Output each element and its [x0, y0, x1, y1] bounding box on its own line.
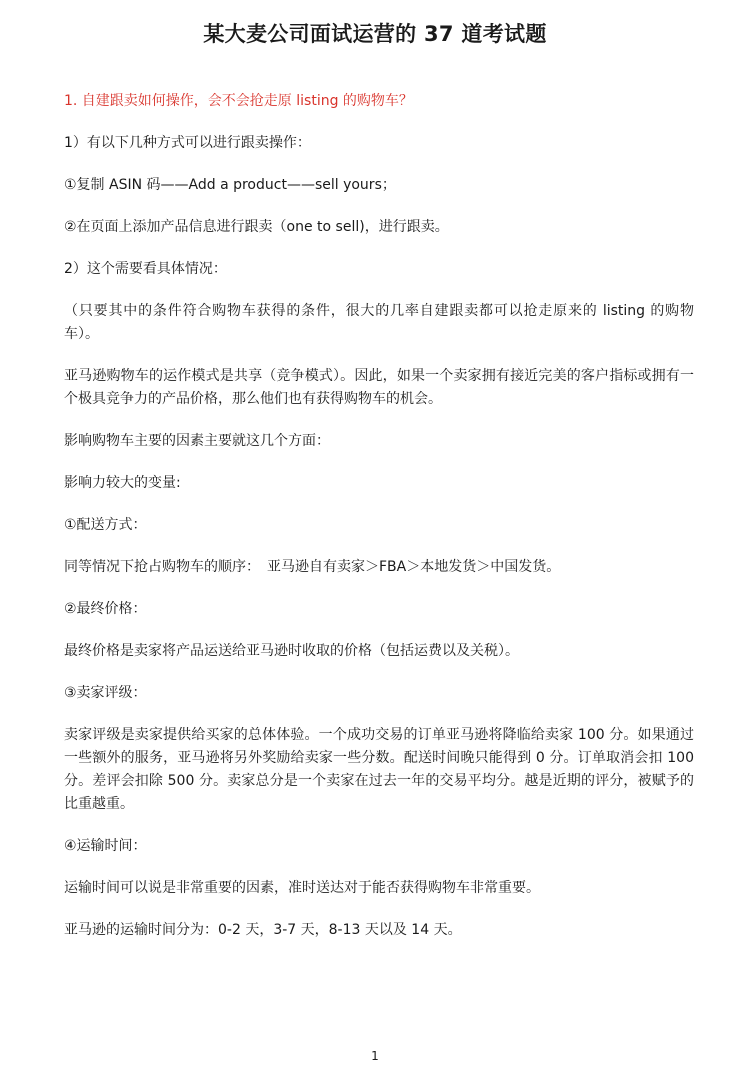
condition-note: （只要其中的条件符合购物车获得的条件，很大的几率自建跟卖都可以抢走原来的 listing 的购物车）。	[64, 303, 694, 342]
answer-part-2: 2）这个需要看具体情况：	[64, 261, 227, 277]
factors-intro: 影响购物车主要的因素主要就这几个方面：	[64, 433, 330, 449]
shipping-times: 亚马逊的运输时间分为：0-2 天，3-7 天，8-13 天以及 14 天。	[64, 922, 462, 938]
document-body	[64, 90, 694, 961]
factor-2-heading: ②最终价格：	[64, 601, 147, 617]
method-1: ①复制 ASIN 码——Add a product——sell yours；	[64, 177, 396, 193]
question-1: 1. 自建跟卖如何操作，会不会抢走原 listing 的购物车？	[64, 93, 413, 109]
page-number: 1	[371, 1049, 379, 1063]
factor-3-heading: ③卖家评级：	[64, 685, 147, 701]
variables-intro: 影响力较大的变量:	[64, 475, 181, 491]
factor-4-body: 运输时间可以说是非常重要的因素，准时送达对于能否获得购物车非常重要。	[64, 880, 540, 896]
factor-2-body: 最终价格是卖家将产品运送给亚马逊时收取的价格（包括运费以及关税）。	[64, 643, 519, 659]
method-2: ②在页面上添加产品信息进行跟卖（one to sell)，进行跟卖。	[64, 219, 449, 235]
factor-1-heading: ①配送方式：	[64, 517, 147, 533]
answer-part-1: 1）有以下几种方式可以进行跟卖操作：	[64, 135, 311, 151]
buybox-mode: 亚马逊购物车的运作模式是共享（竞争模式）。因此，如果一个卖家拥有接近完美的客户指标或拥有一个极具竞争力的产品价格，那么他们也有获得购物车的机会。	[64, 368, 694, 407]
factor-1-body: 同等情况下抢占购物车的顺序： 亚马逊自有卖家＞FBA＞本地发货＞中国发货。	[64, 559, 561, 575]
document-title: 某大麦公司面试运营的 37 道考试题	[203, 22, 547, 46]
factor-4-heading: ④运输时间：	[64, 838, 147, 854]
factor-3-body: 卖家评级是卖家提供给买家的总体体验。一个成功交易的订单亚马逊将降临给卖家 100 分。如果通过一些额外的服务，亚马逊将另外奖励给卖家一些分数。配送时间晚只能得到 0 分。订单取消会扣 100 分。差评会扣除 500 分。卖家总分是一个卖家在过去一年的交易平均分。越是近期的评分，被赋予的比重越重。	[64, 727, 694, 812]
